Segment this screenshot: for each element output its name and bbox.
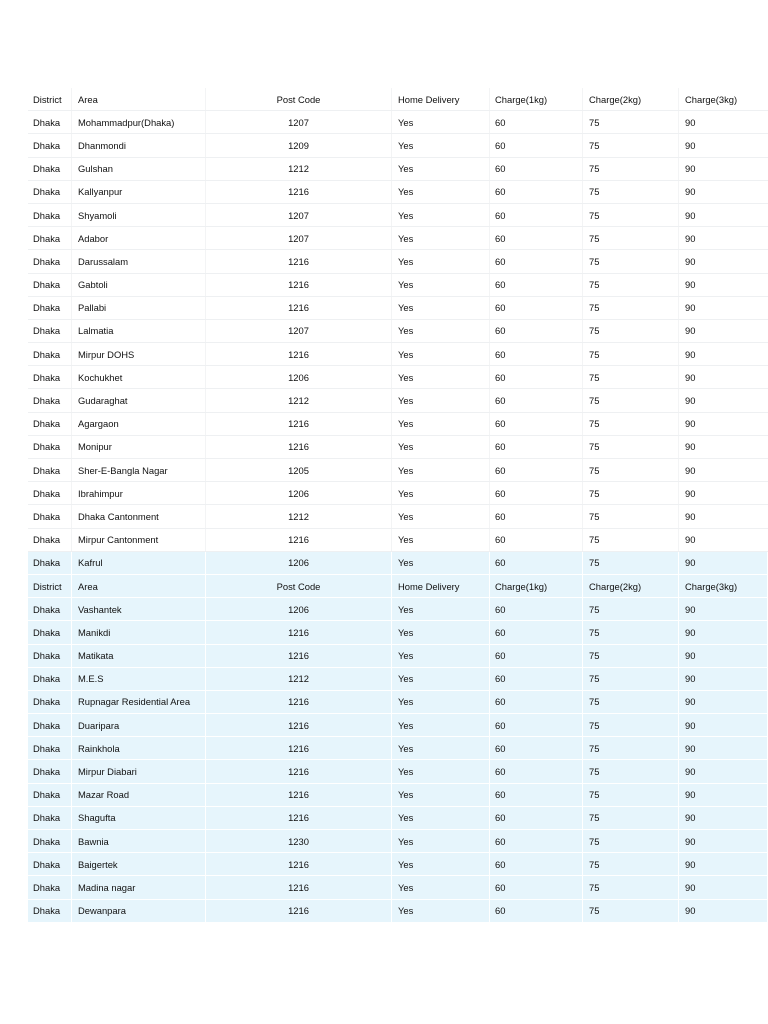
charge-3kg-cell: 90 (685, 441, 696, 453)
area-cell: Adabor (72, 227, 206, 249)
post-code-cell: 1216 (206, 691, 392, 713)
charge-2kg-cell: 75 (583, 297, 679, 319)
home-delivery-cell: Yes (392, 134, 490, 156)
district-cell: Dhaka (28, 413, 72, 435)
delivery-charge-table (28, 88, 768, 923)
home-delivery-cell: Yes (392, 876, 490, 898)
charge-1kg-cell: 60 (490, 320, 583, 342)
post-code-cell: 1205 (206, 459, 392, 481)
post-code-cell: 1216 (206, 737, 392, 759)
charge-1kg-cell: 60 (490, 111, 583, 133)
charge-1kg-cell: 60 (490, 900, 583, 922)
charge-1kg-cell: 60 (490, 413, 583, 435)
table-row (28, 134, 768, 157)
district-cell: Dhaka (28, 366, 72, 388)
table-row (28, 227, 768, 250)
area-cell: Lalmatia (72, 320, 206, 342)
charge-2kg-cell: 75 (583, 807, 679, 829)
home-delivery-cell: Yes (392, 343, 490, 365)
post-code-cell: 1216 (206, 853, 392, 875)
charge-2kg-cell: 75 (583, 436, 679, 458)
district-cell: Dhaka (28, 621, 72, 643)
charge-1kg-cell: 60 (490, 668, 583, 690)
charge-2kg-cell: 75 (583, 645, 679, 667)
area-cell: Kochukhet (72, 366, 206, 388)
area-cell: Rainkhola (72, 737, 206, 759)
post-code-cell: 1216 (206, 297, 392, 319)
table-header-row (28, 575, 768, 598)
charge-1kg-cell: 60 (490, 876, 583, 898)
header-charge-1kg-cell: Charge(1kg) (490, 575, 583, 597)
charge-1kg-cell: 60 (490, 621, 583, 643)
charge-2kg-cell: 75 (583, 134, 679, 156)
district-cell: Dhaka (28, 227, 72, 249)
post-code-cell: 1216 (206, 621, 392, 643)
table-row (28, 111, 768, 134)
charge-1kg-cell: 60 (490, 598, 583, 620)
table-row (28, 459, 768, 482)
table-row (28, 645, 768, 668)
charge-1kg-cell: 60 (490, 482, 583, 504)
area-cell: Agargaon (72, 413, 206, 435)
district-cell: Dhaka (28, 668, 72, 690)
area-cell: Shyamoli (72, 204, 206, 226)
post-code-cell: 1212 (206, 389, 392, 411)
home-delivery-cell: Yes (392, 389, 490, 411)
post-code-cell: 1207 (206, 204, 392, 226)
table-row (28, 158, 768, 181)
charge-3kg-cell: 90 (679, 714, 768, 736)
charge-2kg-cell: 75 (583, 529, 679, 551)
district-cell: Dhaka (28, 876, 72, 898)
home-delivery-cell: Yes (392, 621, 490, 643)
district-cell: Dhaka (28, 204, 72, 226)
district-cell: Dhaka (28, 158, 72, 180)
charge-2kg-cell: 75 (583, 274, 679, 296)
table-row (28, 691, 768, 714)
post-code-cell: 1212 (206, 668, 392, 690)
area-cell: Matikata (72, 645, 206, 667)
post-code-cell: 1230 (206, 830, 392, 852)
charge-2kg-cell: 75 (583, 320, 679, 342)
charge-3kg-cell: 90 (685, 302, 696, 314)
header-district-cell: District (28, 575, 72, 597)
charge-3kg-cell: 90 (679, 552, 768, 574)
post-code-cell: 1206 (206, 552, 392, 574)
table-row (28, 482, 768, 505)
home-delivery-cell: Yes (392, 760, 490, 782)
table-row (28, 853, 768, 876)
area-cell: Gudaraghat (72, 389, 206, 411)
charge-1kg-cell: 60 (490, 158, 583, 180)
header-charge-3kg-cell: Charge(3kg) (685, 93, 738, 105)
table-row (28, 552, 768, 575)
table-row (28, 297, 768, 320)
post-code-cell: 1206 (206, 598, 392, 620)
area-cell: Mirpur DOHS (72, 343, 206, 365)
charge-3kg-cell: 90 (685, 464, 696, 476)
charge-2kg-cell: 75 (583, 459, 679, 481)
post-code-cell: 1216 (206, 413, 392, 435)
charge-3kg-cell: 90 (679, 598, 768, 620)
charge-2kg-cell: 75 (583, 760, 679, 782)
table-row (28, 320, 768, 343)
header-home-delivery-cell: Home Delivery (392, 88, 490, 110)
charge-3kg-cell: 90 (685, 418, 696, 430)
table-row (28, 784, 768, 807)
district-cell: Dhaka (28, 250, 72, 272)
header-charge-3kg-cell: Charge(3kg) (679, 575, 768, 597)
district-cell: Dhaka (28, 436, 72, 458)
charge-3kg-cell: 90 (685, 534, 696, 546)
charge-3kg-cell: 90 (679, 830, 768, 852)
post-code-cell: 1207 (206, 111, 392, 133)
district-cell: Dhaka (28, 784, 72, 806)
home-delivery-cell: Yes (392, 598, 490, 620)
home-delivery-cell: Yes (392, 111, 490, 133)
post-code-cell: 1216 (206, 807, 392, 829)
charge-3kg-cell: 90 (685, 279, 696, 291)
home-delivery-cell: Yes (392, 297, 490, 319)
charge-1kg-cell: 60 (490, 784, 583, 806)
table-row (28, 274, 768, 297)
table-row (28, 366, 768, 389)
charge-2kg-cell: 75 (583, 621, 679, 643)
area-cell: Mirpur Diabari (72, 760, 206, 782)
home-delivery-cell: Yes (392, 714, 490, 736)
header-post-code-cell: Post Code (206, 88, 392, 110)
table-row (28, 621, 768, 644)
home-delivery-cell: Yes (392, 900, 490, 922)
district-cell: Dhaka (28, 598, 72, 620)
charge-1kg-cell: 60 (490, 134, 583, 156)
table-header-row (28, 88, 768, 111)
area-cell: Gulshan (72, 158, 206, 180)
charge-1kg-cell: 60 (490, 691, 583, 713)
home-delivery-cell: Yes (392, 529, 490, 551)
charge-2kg-cell: 75 (583, 505, 679, 527)
post-code-cell: 1216 (206, 250, 392, 272)
table-row (28, 668, 768, 691)
charge-1kg-cell: 60 (490, 760, 583, 782)
district-cell: Dhaka (28, 343, 72, 365)
area-cell: Mazar Road (72, 784, 206, 806)
area-cell: Dhaka Cantonment (72, 505, 206, 527)
district-cell: Dhaka (28, 529, 72, 551)
post-code-cell: 1216 (206, 343, 392, 365)
charge-2kg-cell: 75 (583, 668, 679, 690)
area-cell: Monipur (72, 436, 206, 458)
table-row (28, 529, 768, 552)
post-code-cell: 1212 (206, 158, 392, 180)
header-home-delivery-cell: Home Delivery (392, 575, 490, 597)
charge-1kg-cell: 60 (490, 297, 583, 319)
home-delivery-cell: Yes (392, 204, 490, 226)
home-delivery-cell: Yes (392, 459, 490, 481)
charge-3kg-cell: 90 (685, 255, 696, 267)
charge-2kg-cell: 75 (583, 250, 679, 272)
district-cell: Dhaka (28, 691, 72, 713)
charge-3kg-cell: 90 (679, 621, 768, 643)
home-delivery-cell: Yes (392, 807, 490, 829)
charge-3kg-cell: 90 (679, 645, 768, 667)
charge-1kg-cell: 60 (490, 366, 583, 388)
charge-1kg-cell: 60 (490, 459, 583, 481)
charge-2kg-cell: 75 (583, 413, 679, 435)
post-code-cell: 1216 (206, 645, 392, 667)
district-cell: Dhaka (28, 807, 72, 829)
charge-2kg-cell: 75 (583, 482, 679, 504)
charge-1kg-cell: 60 (490, 645, 583, 667)
area-cell: Dewanpara (72, 900, 206, 922)
table-row (28, 343, 768, 366)
charge-3kg-cell: 90 (685, 209, 696, 221)
table-row (28, 505, 768, 528)
charge-2kg-cell: 75 (583, 111, 679, 133)
home-delivery-cell: Yes (392, 552, 490, 574)
district-cell: Dhaka (28, 760, 72, 782)
charge-2kg-cell: 75 (583, 552, 679, 574)
district-cell: Dhaka (28, 459, 72, 481)
charge-2kg-cell: 75 (583, 343, 679, 365)
home-delivery-cell: Yes (392, 505, 490, 527)
area-cell: Vashantek (72, 598, 206, 620)
charge-2kg-cell: 75 (583, 204, 679, 226)
home-delivery-cell: Yes (392, 181, 490, 203)
charge-3kg-cell: 90 (679, 807, 768, 829)
district-cell: Dhaka (28, 900, 72, 922)
header-charge-1kg-cell: Charge(1kg) (490, 88, 583, 110)
charge-1kg-cell: 60 (490, 227, 583, 249)
district-cell: Dhaka (28, 714, 72, 736)
area-cell: Kafrul (72, 552, 206, 574)
home-delivery-cell: Yes (392, 274, 490, 296)
charge-2kg-cell: 75 (583, 389, 679, 411)
area-cell: Ibrahimpur (72, 482, 206, 504)
charge-2kg-cell: 75 (583, 737, 679, 759)
table-row (28, 760, 768, 783)
post-code-cell: 1207 (206, 227, 392, 249)
home-delivery-cell: Yes (392, 645, 490, 667)
charge-3kg-cell: 90 (679, 668, 768, 690)
charge-1kg-cell: 60 (490, 181, 583, 203)
district-cell: Dhaka (28, 505, 72, 527)
charge-2kg-cell: 75 (583, 830, 679, 852)
home-delivery-cell: Yes (392, 320, 490, 342)
charge-1kg-cell: 60 (490, 389, 583, 411)
post-code-cell: 1216 (206, 876, 392, 898)
post-code-cell: 1216 (206, 760, 392, 782)
charge-3kg-cell: 90 (685, 186, 696, 198)
charge-1kg-cell: 60 (490, 250, 583, 272)
home-delivery-cell: Yes (392, 482, 490, 504)
area-cell: Rupnagar Residential Area (72, 691, 206, 713)
charge-1kg-cell: 60 (490, 853, 583, 875)
post-code-cell: 1216 (206, 181, 392, 203)
charge-3kg-cell: 90 (685, 163, 696, 175)
post-code-cell: 1216 (206, 784, 392, 806)
table-row (28, 900, 768, 923)
district-cell: Dhaka (28, 552, 72, 574)
area-cell: Kallyanpur (72, 181, 206, 203)
charge-3kg-cell: 90 (679, 900, 768, 922)
home-delivery-cell: Yes (392, 830, 490, 852)
home-delivery-cell: Yes (392, 227, 490, 249)
charge-3kg-cell: 90 (685, 116, 696, 128)
post-code-cell: 1209 (206, 134, 392, 156)
home-delivery-cell: Yes (392, 413, 490, 435)
charge-2kg-cell: 75 (583, 900, 679, 922)
table-row (28, 204, 768, 227)
district-cell: Dhaka (28, 134, 72, 156)
charge-1kg-cell: 60 (490, 343, 583, 365)
header-district-cell: District (28, 88, 72, 110)
home-delivery-cell: Yes (392, 784, 490, 806)
post-code-cell: 1212 (206, 505, 392, 527)
charge-3kg-cell: 90 (685, 325, 696, 337)
charge-3kg-cell: 90 (685, 232, 696, 244)
charge-3kg-cell: 90 (685, 510, 696, 522)
post-code-cell: 1206 (206, 482, 392, 504)
charge-3kg-cell: 90 (679, 691, 768, 713)
table-row (28, 807, 768, 830)
header-area-cell: Area (72, 575, 206, 597)
district-cell: Dhaka (28, 297, 72, 319)
table-row (28, 181, 768, 204)
district-cell: Dhaka (28, 320, 72, 342)
charge-2kg-cell: 75 (583, 598, 679, 620)
home-delivery-cell: Yes (392, 737, 490, 759)
area-cell: Baigertek (72, 853, 206, 875)
charge-2kg-cell: 75 (583, 158, 679, 180)
charge-2kg-cell: 75 (583, 181, 679, 203)
area-cell: Dhanmondi (72, 134, 206, 156)
area-cell: M.E.S (72, 668, 206, 690)
area-cell: Pallabi (72, 297, 206, 319)
district-cell: Dhaka (28, 645, 72, 667)
area-cell: Manikdi (72, 621, 206, 643)
charge-2kg-cell: 75 (583, 691, 679, 713)
post-code-cell: 1216 (206, 529, 392, 551)
charge-1kg-cell: 60 (490, 529, 583, 551)
charge-3kg-cell: 90 (685, 348, 696, 360)
post-code-cell: 1216 (206, 900, 392, 922)
header-area-cell: Area (72, 88, 206, 110)
post-code-cell: 1216 (206, 274, 392, 296)
district-cell: Dhaka (28, 111, 72, 133)
area-cell: Madina nagar (72, 876, 206, 898)
district-cell: Dhaka (28, 737, 72, 759)
charge-3kg-cell: 90 (679, 784, 768, 806)
charge-2kg-cell: 75 (583, 714, 679, 736)
header-post-code-cell: Post Code (206, 575, 392, 597)
area-cell: Gabtoli (72, 274, 206, 296)
charge-1kg-cell: 60 (490, 274, 583, 296)
charge-2kg-cell: 75 (583, 876, 679, 898)
home-delivery-cell: Yes (392, 366, 490, 388)
home-delivery-cell: Yes (392, 250, 490, 272)
table-row (28, 737, 768, 760)
charge-1kg-cell: 60 (490, 807, 583, 829)
table-row (28, 830, 768, 853)
home-delivery-cell: Yes (392, 691, 490, 713)
charge-1kg-cell: 60 (490, 830, 583, 852)
charge-2kg-cell: 75 (583, 853, 679, 875)
charge-2kg-cell: 75 (583, 784, 679, 806)
header-charge-2kg-cell: Charge(2kg) (583, 575, 679, 597)
post-code-cell: 1206 (206, 366, 392, 388)
district-cell: Dhaka (28, 482, 72, 504)
area-cell: Mirpur Cantonment (72, 529, 206, 551)
charge-1kg-cell: 60 (490, 204, 583, 226)
table-row (28, 876, 768, 899)
charge-3kg-cell: 90 (685, 371, 696, 383)
table-row (28, 389, 768, 412)
charge-1kg-cell: 60 (490, 436, 583, 458)
charge-1kg-cell: 60 (490, 505, 583, 527)
charge-3kg-cell: 90 (679, 760, 768, 782)
table-row (28, 413, 768, 436)
home-delivery-cell: Yes (392, 436, 490, 458)
district-cell: Dhaka (28, 181, 72, 203)
home-delivery-cell: Yes (392, 158, 490, 180)
charge-2kg-cell: 75 (583, 366, 679, 388)
header-charge-2kg-cell: Charge(2kg) (583, 88, 679, 110)
area-cell: Mohammadpur(Dhaka) (72, 111, 206, 133)
charge-3kg-cell: 90 (685, 487, 696, 499)
charge-3kg-cell: 90 (685, 139, 696, 151)
district-cell: Dhaka (28, 830, 72, 852)
area-cell: Duaripara (72, 714, 206, 736)
district-cell: Dhaka (28, 274, 72, 296)
table-row (28, 598, 768, 621)
charge-1kg-cell: 60 (490, 737, 583, 759)
charge-2kg-cell: 75 (583, 227, 679, 249)
charge-3kg-cell: 90 (679, 876, 768, 898)
area-cell: Shagufta (72, 807, 206, 829)
charge-3kg-cell: 90 (679, 737, 768, 759)
district-cell: Dhaka (28, 389, 72, 411)
home-delivery-cell: Yes (392, 668, 490, 690)
area-cell: Bawnia (72, 830, 206, 852)
district-cell: Dhaka (28, 853, 72, 875)
post-code-cell: 1216 (206, 714, 392, 736)
table-row (28, 250, 768, 273)
table-row (28, 714, 768, 737)
post-code-cell: 1207 (206, 320, 392, 342)
charge-1kg-cell: 60 (490, 714, 583, 736)
charge-3kg-cell: 90 (679, 853, 768, 875)
table-row (28, 436, 768, 459)
post-code-cell: 1216 (206, 436, 392, 458)
charge-3kg-cell: 90 (685, 395, 696, 407)
area-cell: Darussalam (72, 250, 206, 272)
home-delivery-cell: Yes (392, 853, 490, 875)
area-cell: Sher-E-Bangla Nagar (72, 459, 206, 481)
charge-1kg-cell: 60 (490, 552, 583, 574)
